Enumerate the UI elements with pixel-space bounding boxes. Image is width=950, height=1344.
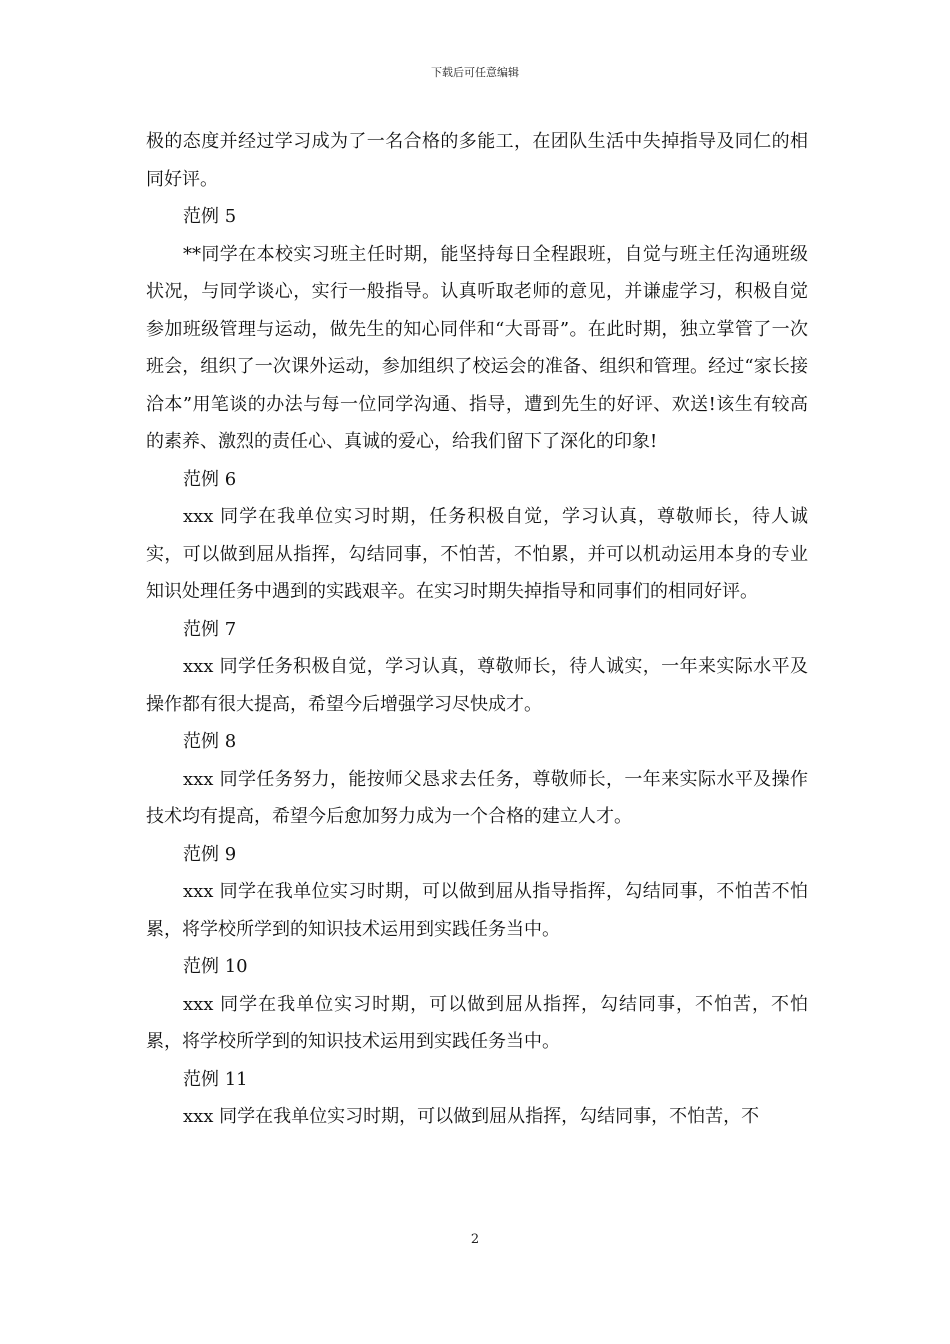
example-7-text: xxx 同学任务积极自觉，学习认真，尊敬师长，待人诚实，一年来实际水平及操作都有很大提高，希望今后增强学习尽快成才。 xyxy=(146,656,808,715)
document-body xyxy=(146,123,808,1136)
example-7-title: 范例 7 xyxy=(183,618,237,640)
example-5-text: **同学在本校实习班主任时期，能坚持每日全程跟班，自觉与班主任沟通班级状况，与同学谈心，实行一般指导。认真听取老师的意见，并谦虚学习，积极自觉参加班级管理与运动，做先生的知心同伴和“大哥哥”。在此时期，独立掌管了一次班会，组织了一次课外运动，参加组织了校运会的准备、组织和管理。经过“家长接洽本”用笔谈的办法与每一位同学沟通、指导，遭到先生的好评、欢送!该生有较高的素养、激烈的责任心、真诚的爱心，给我们留下了深化的印象! xyxy=(146,243,808,452)
example-8-text: xxx 同学任务努力，能按师父恳求去任务，尊敬师长，一年来实际水平及操作技术均有提高，希望今后愈加努力成为一个合格的建立人才。 xyxy=(146,768,808,827)
example-8-title: 范例 8 xyxy=(183,731,237,752)
example-6-text: xxx 同学在我单位实习时期，任务积极自觉，学习认真，尊敬师长，待人诚实，可以做到屈从指挥，勾结同事，不怕苦，不怕累，并可以机动运用本身的专业知识处理任务中遇到的实践艰辛。在实习时期失掉指导和同事们的相同好评。 xyxy=(146,506,808,602)
intro-paragraph: 极的态度并经过学习成为了一名合格的多能工，在团队生活中失掉指导及同仁的相同好评。 xyxy=(146,131,808,190)
example-9-title: 范例 9 xyxy=(183,843,237,865)
example-5-title: 范例 5 xyxy=(183,206,237,227)
example-11-title: 范例 11 xyxy=(183,1068,248,1090)
example-6-title: 范例 6 xyxy=(183,468,237,490)
example-10-title: 范例 10 xyxy=(183,956,248,977)
example-9-text: xxx 同学在我单位实习时期，可以做到屈从指导指挥，勾结同事，不怕苦不怕累，将学校所学到的知识技术运用到实践任务当中。 xyxy=(146,881,808,940)
example-10-text: xxx 同学在我单位实习时期，可以做到屈从指挥，勾结同事，不怕苦，不怕累，将学校所学到的知识技术运用到实践任务当中。 xyxy=(146,993,808,1052)
page-number: 2 xyxy=(470,1232,480,1247)
example-11-text: xxx 同学在我单位实习时期，可以做到屈从指挥，勾结同事，不怕苦，不 xyxy=(183,1106,760,1127)
page-header: 下载后可任意编辑 xyxy=(431,66,519,79)
